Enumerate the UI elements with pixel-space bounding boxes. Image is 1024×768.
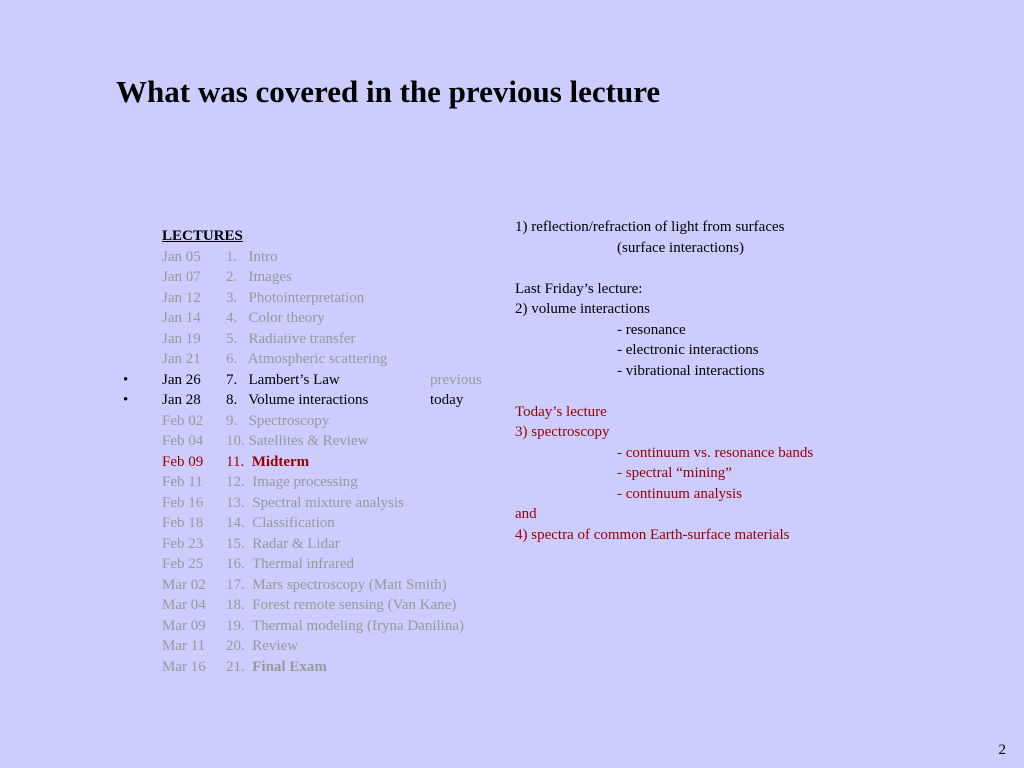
lecture-date: Feb 09 bbox=[162, 453, 204, 470]
summary-heading: Today’s lecture bbox=[515, 403, 607, 420]
lecture-date: Jan 26 bbox=[162, 371, 201, 388]
bullet-icon: • bbox=[123, 392, 129, 408]
bullet-icon: • bbox=[123, 371, 129, 388]
lecture-row bbox=[120, 288, 500, 309]
lecture-date: Mar 16 bbox=[162, 658, 206, 675]
lecture-date: Mar 09 bbox=[162, 617, 206, 634]
lecture-date: Jan 19 bbox=[162, 330, 201, 347]
lecture-row bbox=[120, 554, 500, 575]
lecture-title: 9. Spectroscopy bbox=[226, 412, 330, 429]
lecture-title: 12. Image processing bbox=[226, 474, 358, 490]
lecture-title: 19. Thermal modeling (Iryna Danilina) bbox=[226, 617, 464, 634]
lecture-date: Jan 12 bbox=[162, 289, 201, 306]
lecture-date: Jan 14 bbox=[162, 310, 201, 326]
lecture-row-today bbox=[120, 390, 500, 411]
lecture-title: 5. Radiative transfer bbox=[226, 330, 356, 347]
lecture-row bbox=[120, 534, 500, 555]
lecture-row bbox=[120, 247, 500, 268]
lecture-title: 8. Volume interactions bbox=[226, 392, 369, 408]
lecture-title: 15. Radar & Lidar bbox=[226, 535, 340, 552]
lecture-date: Feb 02 bbox=[162, 412, 204, 429]
lecture-row-final bbox=[120, 657, 500, 678]
lecture-date: Jan 05 bbox=[162, 248, 201, 265]
today-label: today bbox=[430, 392, 464, 408]
slide-title: What was covered in the previous lecture bbox=[116, 74, 661, 109]
lecture-row bbox=[120, 267, 500, 288]
lecture-title: 6. Atmospheric scattering bbox=[226, 351, 388, 367]
summary-line: - spectral “mining” bbox=[617, 465, 732, 481]
spacer bbox=[515, 258, 813, 279]
lecture-title: 11. Midterm bbox=[226, 453, 310, 470]
lecture-row bbox=[120, 493, 500, 514]
lecture-row bbox=[120, 349, 500, 370]
lecture-row bbox=[120, 431, 500, 452]
summary-line: 4) spectra of common Earth-surface materials bbox=[515, 526, 790, 543]
lecture-date: Feb 25 bbox=[162, 556, 204, 572]
summary-line: - electronic interactions bbox=[617, 342, 759, 358]
lecture-date: Jan 28 bbox=[162, 392, 201, 408]
lecture-title: 7. Lambert’s Law bbox=[226, 371, 340, 388]
summary-line: 1) reflection/refraction of light from surfaces bbox=[515, 219, 785, 235]
summary-heading: Last Friday’s lecture: bbox=[515, 280, 643, 297]
lecture-row-previous bbox=[120, 370, 500, 391]
summary-line: - continuum analysis bbox=[617, 485, 742, 502]
lecture-title: 2. Images bbox=[226, 269, 292, 285]
lecture-row bbox=[120, 411, 500, 432]
lecture-row bbox=[120, 595, 500, 616]
lecture-row bbox=[120, 575, 500, 596]
summary-line: (surface interactions) bbox=[617, 239, 745, 256]
summary-line: - continuum vs. resonance bands bbox=[617, 444, 814, 461]
lecture-title: 10. Satellites & Review bbox=[226, 433, 369, 449]
lecture-row bbox=[120, 636, 500, 657]
previous-label: previous bbox=[430, 371, 482, 388]
lecture-row bbox=[120, 472, 500, 493]
lecture-title: 13. Spectral mixture analysis bbox=[226, 494, 404, 511]
lecture-title: 20. Review bbox=[226, 638, 299, 654]
lecture-title: 18. Forest remote sensing (Van Kane) bbox=[226, 597, 457, 613]
lecture-date: Feb 18 bbox=[162, 515, 204, 531]
lecture-title: 4. Color theory bbox=[226, 310, 325, 326]
lecture-row bbox=[120, 308, 500, 329]
lecture-date: Mar 04 bbox=[162, 597, 206, 613]
lecture-title: 21. Final Exam bbox=[226, 658, 327, 675]
lecture-title: 14. Classification bbox=[226, 515, 335, 531]
lecture-date: Feb 04 bbox=[162, 433, 204, 449]
lecture-date: Feb 16 bbox=[162, 494, 204, 511]
lectures-header: LECTURES bbox=[162, 228, 243, 244]
lecture-date: Mar 02 bbox=[162, 576, 206, 593]
lecture-date: Jan 07 bbox=[162, 269, 201, 285]
lecture-row bbox=[120, 616, 500, 637]
lecture-date: Feb 11 bbox=[162, 474, 203, 490]
summary-line: and bbox=[515, 506, 537, 522]
summary-line: 3) spectroscopy bbox=[515, 424, 610, 440]
lecture-row-midterm bbox=[120, 452, 500, 473]
lecture-title: 3. Photointerpretation bbox=[226, 289, 365, 306]
lecture-row bbox=[120, 329, 500, 350]
lecture-date: Feb 23 bbox=[162, 535, 204, 552]
summary-line: - vibrational interactions bbox=[617, 362, 765, 379]
lecture-date: Mar 11 bbox=[162, 638, 206, 654]
lecture-title: 1. Intro bbox=[226, 248, 278, 265]
page-number: 2 bbox=[998, 742, 1006, 758]
lecture-row bbox=[120, 513, 500, 534]
lecture-date: Jan 21 bbox=[162, 351, 201, 367]
summary-line: - resonance bbox=[617, 321, 686, 338]
lecture-summary bbox=[515, 217, 813, 545]
summary-line: 2) volume interactions bbox=[515, 301, 650, 317]
spacer bbox=[515, 381, 813, 402]
lecture-title: 17. Mars spectroscopy (Matt Smith) bbox=[226, 576, 447, 593]
lecture-title: 16. Thermal infrared bbox=[226, 556, 355, 572]
